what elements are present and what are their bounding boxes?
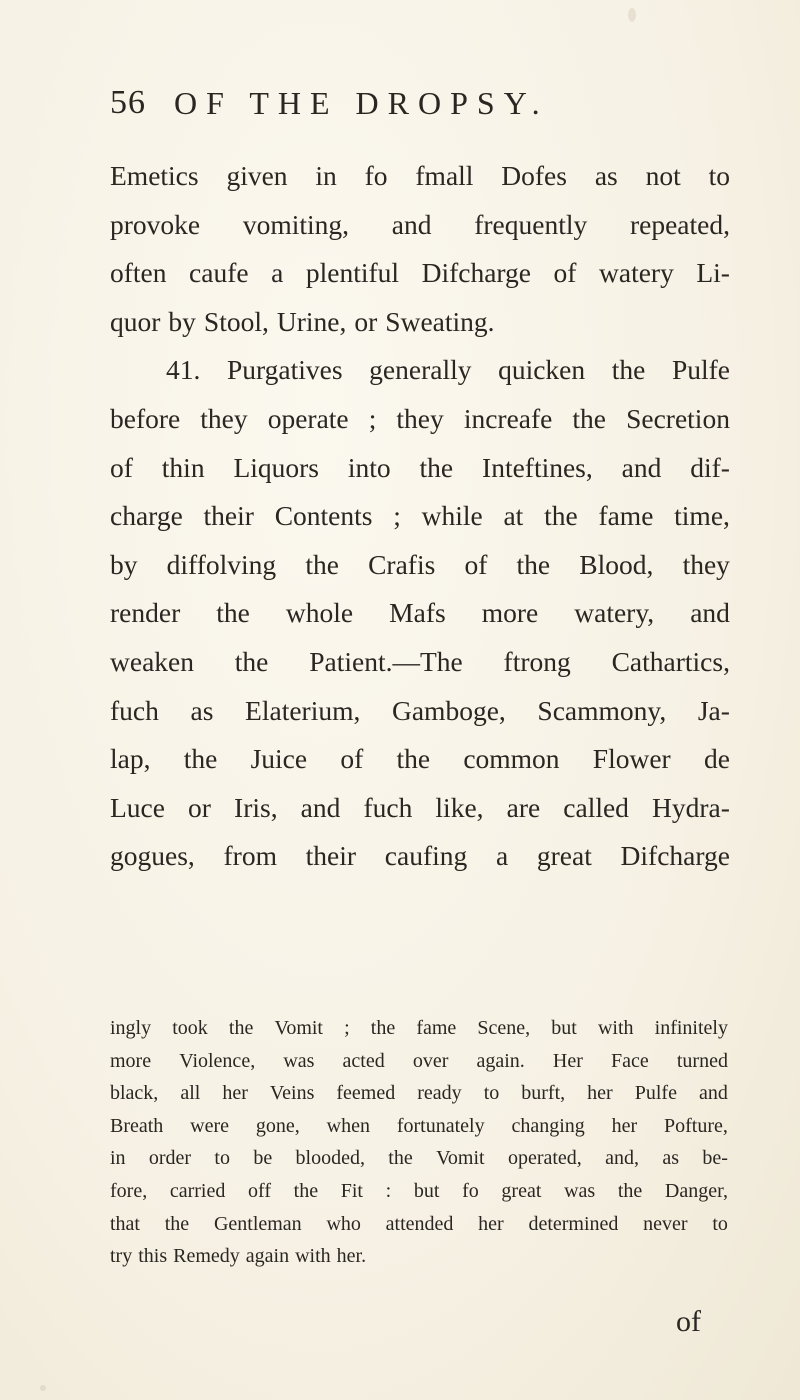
word: Pofture,	[664, 1114, 728, 1137]
word: more	[481, 597, 539, 629]
word: with	[295, 1245, 331, 1268]
word: fore,	[110, 1179, 148, 1202]
word: often	[110, 257, 167, 289]
word: Gamboge,	[391, 694, 506, 726]
word: with	[597, 1017, 634, 1039]
word: the	[617, 1179, 643, 1202]
word: quor	[110, 305, 161, 337]
footnote-line	[110, 1077, 728, 1110]
word: to	[214, 1147, 230, 1170]
word: repeated,	[629, 208, 730, 240]
word: the	[305, 548, 339, 580]
word: Secretion	[626, 402, 730, 434]
word: the	[611, 354, 646, 386]
word: dif-	[690, 451, 730, 483]
word: de	[703, 743, 730, 775]
text-line	[110, 687, 730, 736]
word: the	[516, 548, 551, 580]
text-line	[110, 444, 730, 493]
word: gone,	[255, 1114, 300, 1137]
word: her	[611, 1114, 638, 1137]
word: was	[283, 1049, 315, 1072]
word: attended	[385, 1212, 454, 1235]
footnote	[110, 1012, 728, 1273]
word: and	[698, 1082, 728, 1105]
word: Veins	[269, 1082, 315, 1105]
word: when	[326, 1114, 370, 1137]
word: order	[148, 1147, 192, 1170]
word: vomiting,	[242, 208, 350, 240]
word: be	[253, 1147, 273, 1170]
catchword: of	[676, 1305, 701, 1338]
word: to	[712, 1212, 728, 1235]
word: charge	[110, 500, 183, 532]
footnote-line	[110, 1240, 728, 1273]
page-number: 56	[110, 84, 146, 121]
word: frequently	[474, 208, 588, 240]
word: render	[110, 597, 181, 629]
word: Pulfe	[634, 1082, 677, 1105]
word: as	[190, 694, 214, 726]
word: Violence,	[179, 1049, 256, 1072]
word: increafe	[463, 402, 553, 434]
word: great	[501, 1179, 542, 1202]
word: whole	[285, 597, 354, 629]
word: more	[110, 1049, 152, 1072]
word: Elaterium,	[245, 694, 361, 726]
word: a	[271, 257, 284, 289]
word: operated,	[507, 1147, 582, 1170]
word: Gentleman	[213, 1212, 302, 1235]
word: Vomit	[436, 1147, 485, 1170]
word: Contents	[274, 500, 373, 532]
word: the	[396, 743, 431, 775]
word: the	[572, 402, 607, 434]
word: before	[110, 402, 181, 434]
word: a	[495, 840, 509, 872]
word: blooded,	[295, 1147, 365, 1170]
word: the	[228, 1017, 254, 1039]
word: Danger,	[664, 1179, 728, 1202]
word: took	[172, 1017, 208, 1039]
word: at	[503, 500, 524, 532]
word: weaken	[110, 645, 194, 677]
word: her	[478, 1212, 504, 1235]
word: was	[564, 1179, 596, 1202]
word: generally	[369, 354, 472, 386]
word: over	[412, 1049, 449, 1072]
word: like,	[435, 791, 484, 823]
word: into	[347, 451, 391, 483]
word: acted	[342, 1049, 385, 1072]
word: gogues,	[110, 840, 195, 872]
word: the	[164, 1212, 190, 1235]
word: of	[464, 548, 488, 580]
word: 41.	[166, 354, 201, 386]
word: provoke	[110, 208, 201, 240]
word: her	[587, 1082, 613, 1105]
word: the	[388, 1147, 413, 1170]
word: fuch	[363, 791, 413, 823]
word: Urine,	[276, 305, 347, 337]
word: Scene,	[477, 1017, 531, 1039]
word: of	[553, 257, 577, 289]
word: in	[315, 160, 337, 191]
word: feemed	[336, 1082, 396, 1105]
word: to	[483, 1082, 500, 1105]
word: caufe	[189, 257, 249, 289]
word: operate	[267, 402, 349, 434]
word: ingly	[110, 1017, 152, 1039]
word: given	[226, 160, 288, 191]
word: of	[340, 743, 364, 775]
word: :	[385, 1179, 392, 1202]
word: not	[645, 160, 681, 191]
word: but	[551, 1017, 577, 1039]
word: by	[110, 548, 138, 580]
word: who	[326, 1212, 361, 1235]
text-line	[110, 735, 730, 784]
paper-smudge	[628, 8, 636, 22]
text-line	[110, 541, 730, 590]
word: Breath	[110, 1114, 164, 1137]
running-title: OF THE DROPSY.	[174, 85, 549, 121]
footnote-line	[110, 1045, 728, 1078]
word: of	[110, 451, 133, 483]
word: to	[708, 160, 730, 191]
word: as	[662, 1147, 680, 1170]
text-line	[110, 395, 730, 444]
page-header	[110, 78, 730, 128]
word: by	[168, 305, 196, 337]
word: plentiful	[305, 257, 400, 289]
word: their	[305, 840, 357, 872]
word: Purgatives	[226, 354, 343, 386]
word: and	[391, 208, 432, 240]
word: her	[222, 1082, 248, 1105]
word: Hydra-	[652, 791, 730, 823]
word: Crafis	[368, 548, 436, 580]
main-text	[110, 152, 730, 881]
footnote-line	[110, 1012, 728, 1045]
text-line	[110, 346, 730, 395]
word: quicken	[498, 354, 586, 386]
word: Luce	[110, 791, 165, 823]
word: and	[300, 791, 341, 823]
word: Iris,	[234, 791, 278, 823]
word: they	[200, 402, 248, 434]
footnote-line	[110, 1175, 728, 1208]
word: Remedy	[173, 1245, 240, 1268]
word: great	[536, 840, 592, 872]
text-line	[110, 638, 730, 687]
word: Flower	[592, 743, 671, 775]
word: Ja-	[697, 694, 730, 726]
text-line	[110, 249, 730, 298]
word: fame	[598, 500, 654, 532]
word: they	[396, 402, 444, 434]
word: infinitely	[654, 1017, 728, 1039]
word: Stool,	[203, 305, 269, 337]
word: fortunately	[396, 1114, 485, 1137]
word: ;	[393, 500, 401, 532]
paper-smudge	[40, 1385, 46, 1391]
word: Liquors	[233, 451, 320, 483]
word: turned	[676, 1049, 728, 1072]
word: try	[110, 1245, 133, 1268]
word: as	[594, 160, 618, 191]
word: called	[563, 791, 629, 823]
word: the	[370, 1017, 396, 1039]
word: Fit	[340, 1179, 363, 1202]
word: Scammony,	[537, 694, 667, 726]
word: common	[463, 743, 560, 775]
text-line	[110, 152, 730, 201]
footnote-line	[110, 1208, 728, 1241]
word: watery,	[574, 597, 655, 629]
text-line	[110, 832, 730, 881]
word: burft,	[521, 1082, 566, 1105]
word: are	[506, 791, 541, 823]
word: fo	[462, 1179, 479, 1202]
word: the	[183, 743, 218, 775]
word: fmall	[415, 160, 474, 191]
word: Li-	[696, 257, 730, 289]
word: but	[413, 1179, 440, 1202]
word: from	[223, 840, 277, 872]
word: and	[621, 451, 662, 483]
word: fuch	[110, 694, 159, 726]
word: Sweating.	[385, 305, 495, 337]
word: they	[682, 548, 730, 580]
word: Difcharge	[620, 840, 730, 872]
word: Emetics	[110, 160, 199, 191]
word: and,	[605, 1147, 640, 1170]
word: Vomit	[274, 1017, 323, 1039]
word: were	[190, 1114, 230, 1137]
word: ready	[417, 1082, 462, 1105]
word: her.	[336, 1245, 367, 1268]
word: carried	[169, 1179, 226, 1202]
word: ;	[344, 1017, 350, 1039]
text-line	[110, 298, 730, 347]
word: thin	[161, 451, 205, 483]
word: ftrong	[503, 645, 571, 677]
text-line	[110, 589, 730, 638]
word: while	[421, 500, 483, 532]
word: fame	[416, 1017, 457, 1039]
word: all	[180, 1082, 201, 1105]
word: their	[203, 500, 254, 532]
word: the	[544, 500, 578, 532]
word: the	[293, 1179, 319, 1202]
word: determined	[528, 1212, 619, 1235]
word: changing	[511, 1114, 585, 1137]
word: the	[216, 597, 250, 629]
word: caufing	[384, 840, 468, 872]
word: Inteftines,	[482, 451, 593, 483]
footnote-line	[110, 1142, 728, 1175]
word: ;	[368, 402, 377, 434]
word: Cathartics,	[611, 645, 730, 677]
word: Difcharge	[421, 257, 532, 289]
word: black,	[110, 1082, 159, 1105]
word: fo	[364, 160, 388, 191]
word: off	[248, 1179, 271, 1202]
word: Dofes	[501, 160, 567, 191]
footnote-line	[110, 1110, 728, 1143]
word: be-	[702, 1147, 728, 1170]
word: Her	[552, 1049, 583, 1072]
word: that	[110, 1212, 140, 1235]
word: this	[138, 1245, 168, 1268]
word: Blood,	[579, 548, 654, 580]
word: again	[245, 1245, 290, 1268]
word: never	[643, 1212, 688, 1235]
text-line	[110, 492, 730, 541]
word: in	[110, 1147, 126, 1170]
word: diffolving	[166, 548, 277, 580]
word: again.	[476, 1049, 525, 1072]
word: Mafs	[389, 597, 446, 629]
word: or	[354, 305, 378, 337]
word: time,	[674, 500, 730, 532]
word: the	[419, 451, 454, 483]
word: watery	[599, 257, 674, 289]
word: Face	[611, 1049, 649, 1072]
text-line	[110, 201, 730, 250]
word: the	[234, 645, 269, 677]
text-line	[110, 784, 730, 833]
word: and	[690, 597, 730, 629]
word: Juice	[250, 743, 308, 775]
word: Pulfe	[671, 354, 730, 386]
word: Patient.—The	[309, 645, 463, 677]
word: or	[188, 791, 211, 823]
word: lap,	[110, 743, 151, 775]
